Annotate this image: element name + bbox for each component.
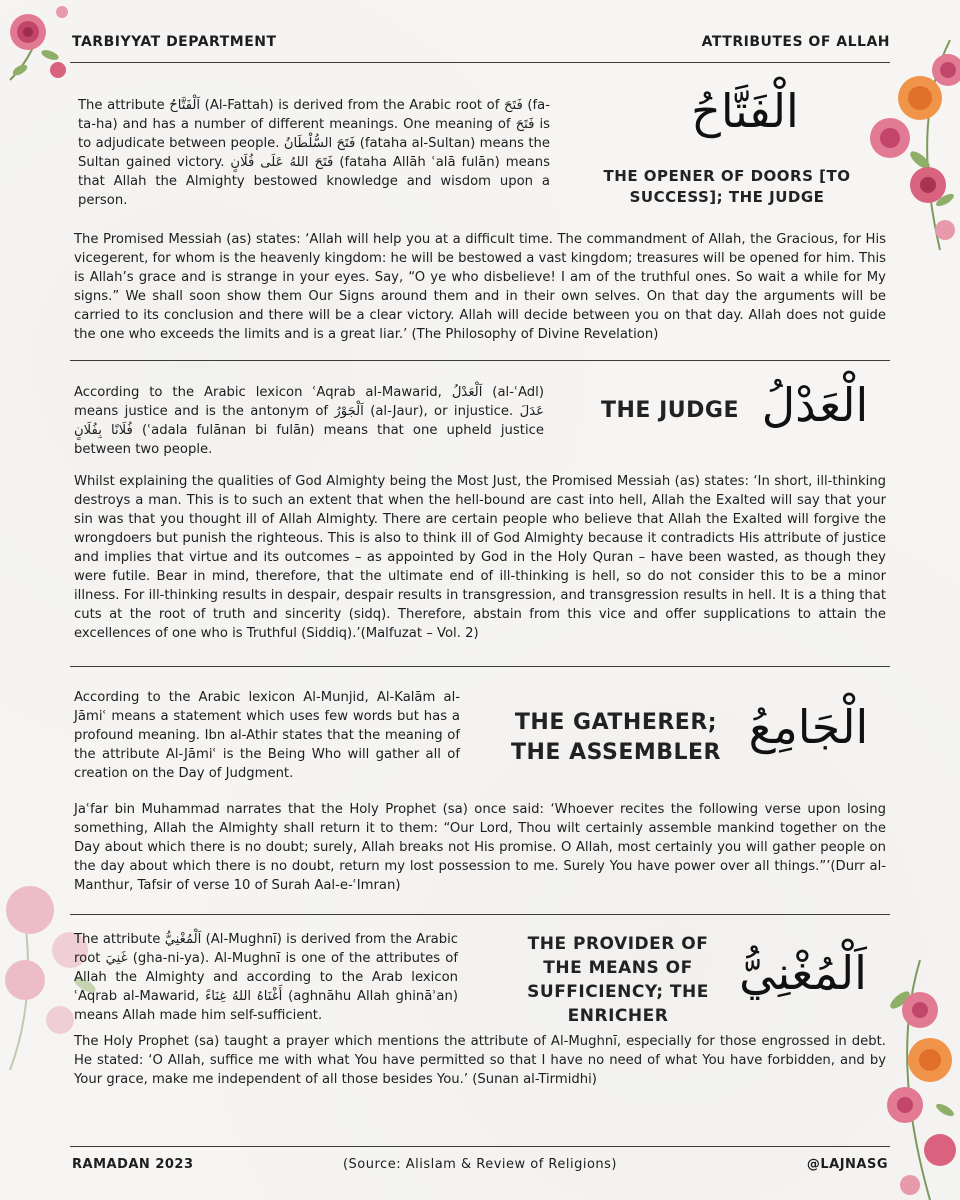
department-label: TARBIYYAT DEPARTMENT bbox=[72, 34, 277, 50]
series-title: ATTRIBUTES OF ALLAH bbox=[701, 34, 890, 50]
section-fattah-title: THE OPENER OF DOORS [TO SUCCESS]; THE JUDGE bbox=[603, 167, 851, 206]
section-adl-body: Whilst explaining the qualities of God Almighty being the Most Just, the Promised Messiah (as) states: ‘In short, ill-thinking destroys a man. This is to such an extent that when the hell-bound are cast into hell, Allah the Exalted will say that your sin was that you thought ill of Allah Almighty. There are certain people who believe that Allah the Exalted will forgive the wrongdoers but punish the righteous. This is also to think ill of God Almighty because it contradicts His attribute of justice and implies that virtue and its outcomes – as appointed by God in the Holy Quran – have been wasted, as though they were futile. Bear in mind, therefore, that the ultimate end of ill-thinking is hell, so do not consider this to be a minor illness. For ill-thinking results in despair, despair results in transgression, and transgression results in hell. It is a thing that cuts at the root of truth and sincerity (sidq). Therefore, abstain from this vice and offer supplications to attain the excellences of one who is Truthful (Siddiq).’(Malfuzat – Vol. 2) bbox=[74, 474, 886, 641]
section-divider-2 bbox=[70, 666, 890, 667]
floral-decoration-top-left bbox=[0, 0, 80, 90]
section-adl-intro: According to the Arabic lexicon ʿAqrab al-Mawarid, اَلْعَدْلُ (al-ʿAdl) means justice and is the antonym of اَلْجَوْرُ (al-Jaur), or injustice. عَدَلَ فُلَانًا بِفُلَانٍ (ʿadala fulānan bi fulān) means that one upheld justice between two people. bbox=[74, 385, 544, 457]
section-jami-intro: According to the Arabic lexicon Al-Munjid, Al-Kalām al-Jāmiʿ means a statement which uses few words but has a profound meaning. Ibn al-Athir states that the meaning of the attribute Al-Jāmiʿ is the Being Who will gather all of creation on the Day of Judgment. bbox=[74, 690, 460, 781]
section-jami-body: Jaʿfar bin Muhammad narrates that the Holy Prophet (sa) once said: ‘Whoever recites the following verse upon losing something, Allah the Almighty shall return it to them: “Our Lord, Thou wilt certainly assemble mankind together on the Day about which there is no doubt; surely, Allah breaks not His promise. O Allah, most certainly you will gather people on the day about which there is no doubt, return my lost possession to me. Surely You have power over all things.”’(Durr al-Manthur, Tafsir of verse 10 of Surah Aal-e-ʿImran) bbox=[74, 802, 886, 893]
section-fattah-body: The Promised Messiah (as) states: ‘Allah will help you at a difficult time. The commandment of Allah, the Gracious, for His vicegerent, for whom is the heavenly kingdom: he will be bestowed a vast kingdom; treasures will be opened for him. This is Allah’s grace and is strange in your eyes. Say, “O ye who disbelieve! I am of the truthful ones. So wait a while for My signs.” We shall soon show them Our Signs around them and in their own selves. On that day the arguments will be carried to its conclusion and there will be a clear victory. Allah will decide between you on that day. Allah does not guide the one who exceeds the limits and is a great liar.’ (The Philosophy of Divine Revelation) bbox=[74, 232, 886, 342]
section-mughni-arabic: اَلْمُغْنِيُّ bbox=[739, 946, 867, 1000]
footer-source: (Source: Alislam & Review of Religions) bbox=[342, 1157, 617, 1172]
section-fattah-arabic: الْفَتَّاحُ bbox=[691, 84, 799, 138]
section-mughni-body: The Holy Prophet (sa) taught a prayer which mentions the attribute of Al-Mughnī, especially for those engrossed in debt. He stated: ‘O Allah, suffice me with what You have permitted so that I have no need of what You have forbidden, and by Your grace, make me independent of all those besides You.’ (Sunan al-Tirmidhi) bbox=[74, 1034, 886, 1087]
floral-decoration-top-right bbox=[850, 40, 960, 260]
footer-handle: @LAJNASG bbox=[806, 1157, 888, 1172]
section-mughni-title: THE PROVIDER OF THE MEANS OF SUFFICIENCY; THE ENRICHER bbox=[527, 934, 709, 1026]
section-fattah-intro: The attribute اَلْفَتَّاحُ (Al-Fattah) is derived from the Arabic root of فَتَحَ (fa-ta-ha) and has a number of different meanings. One meaning of فَتَحَ is to adjudicate between people. فَتَحَ السُّلْطَانُ (fataha al-Sultan) means the Sultan gained victory. فَتَحَ اللهُ عَلَى فُلَانٍ (fataha Allāh ʿalā fulān) means that Allah the Almighty bestowed knowledge and wisdom upon a person. bbox=[78, 98, 551, 208]
section-divider-1 bbox=[70, 360, 890, 361]
footer-date: RAMADAN 2023 bbox=[72, 1157, 194, 1172]
section-mughni-intro: The attribute اَلْمُغْنِيُّ (Al-Mughnī) is derived from the Arabic root غَنِيَ (gha-ni-ya). Al-Mughnī is one of the attributes of Allah the Almighty and according to the Arab lexicon ʿAqrab al-Mawarid, أَغْنَاهُ اللهُ غِنَاءً (aghnāhu Allah ghināʾan) means Allah made him self-sufficient. bbox=[74, 932, 458, 1023]
footer-rule bbox=[70, 1146, 890, 1147]
section-adl-arabic: الْعَدْلُ bbox=[761, 378, 869, 432]
section-jami-arabic: الْجَامِعُ bbox=[748, 700, 869, 754]
header-rule bbox=[70, 62, 890, 63]
section-divider-3 bbox=[70, 914, 890, 915]
section-jami-title: THE GATHERER; THE ASSEMBLER bbox=[510, 710, 721, 765]
section-adl-title: THE JUDGE bbox=[600, 398, 739, 423]
